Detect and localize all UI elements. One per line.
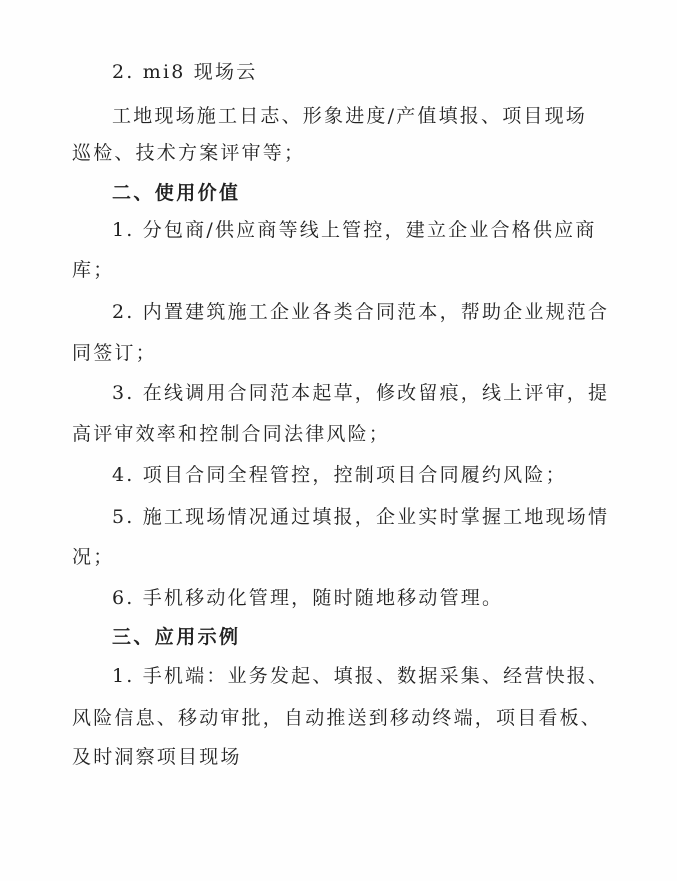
paragraph-line: 工地现场施工日志、形象进度/产值填报、项目现场 xyxy=(112,105,588,127)
paragraph-line: 风险信息、移动审批，自动推送到移动终端，项目看板、 xyxy=(72,707,603,729)
paragraph-line: 5. 施工现场情况通过填报，企业实时掌握工地现场情 xyxy=(112,506,610,528)
paragraph-line: 况； xyxy=(72,546,115,568)
paragraph-line: 6. 手机移动化管理，随时随地移动管理。 xyxy=(112,587,504,609)
section-heading-application-example: 三、应用示例 xyxy=(112,626,241,648)
paragraph-line: 库； xyxy=(72,259,115,281)
paragraph-line: 同签订； xyxy=(72,342,157,364)
paragraph-line: 1. 手机端：业务发起、填报、数据采集、经营快报、 xyxy=(112,665,610,687)
paragraph-line: 高评审效率和控制合同法律风险； xyxy=(72,423,391,445)
paragraph-line: 3. 在线调用合同范本起草，修改留痕，线上评审，提 xyxy=(112,382,610,404)
paragraph-line: 及时洞察项目现场 xyxy=(72,746,242,768)
item-mi8-title: 2. mi8 现场云 xyxy=(112,61,258,83)
paragraph-line: 巡检、技术方案评审等； xyxy=(72,142,306,164)
paragraph-line: 1. 分包商/供应商等线上管控，建立企业合格供应商 xyxy=(112,219,597,241)
paragraph-line: 2. 内置建筑施工企业各类合同范本，帮助企业规范合 xyxy=(112,301,610,323)
section-heading-usage-value: 二、使用价值 xyxy=(112,182,241,204)
paragraph-line: 4. 项目合同全程管控，控制项目合同履约风险； xyxy=(112,464,567,486)
